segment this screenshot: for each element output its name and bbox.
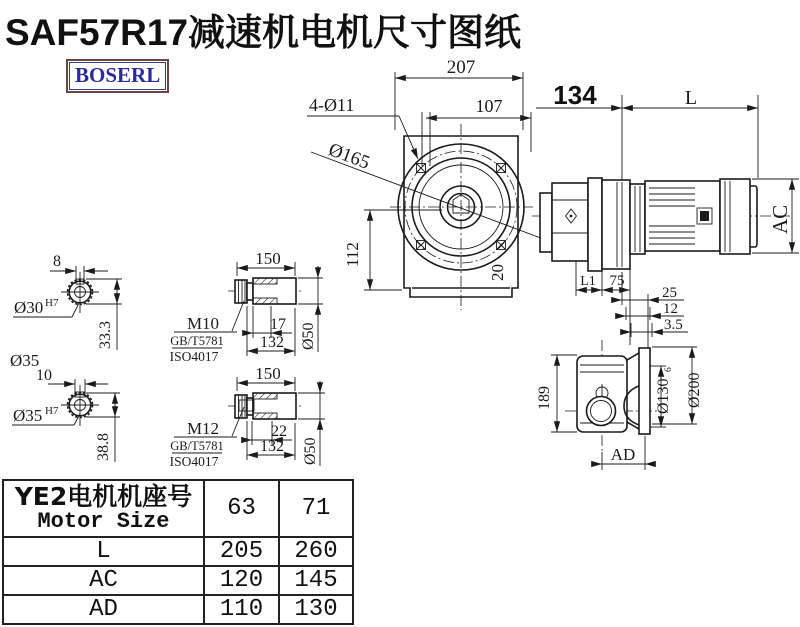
- bore-tolerance-2: H7: [45, 405, 59, 417]
- shaft-section-2: [12, 367, 120, 462]
- key-depth-1: 33.3: [97, 321, 114, 349]
- thread-size-bottom: M12: [186, 419, 220, 438]
- header-cn: YE2电机机座号: [14, 481, 193, 511]
- bore-dia-1: Ø30: [14, 298, 44, 317]
- dim-189: 189: [536, 386, 553, 410]
- size-63: 63: [204, 480, 279, 537]
- brand-logo-text: BOSERL: [69, 62, 166, 90]
- dim-20: 20: [488, 264, 507, 281]
- shaft-view-bottom: [170, 364, 325, 469]
- keyway-width-1: 8: [53, 253, 61, 270]
- dim-134: 134: [553, 80, 597, 110]
- table-row: [3, 566, 353, 595]
- dim-12: 12: [663, 301, 678, 317]
- value-AD-63: 110: [204, 595, 279, 624]
- dia-130-tolerance: 6: [664, 367, 674, 372]
- dim-207: 207: [446, 57, 476, 78]
- table-row: [3, 537, 353, 566]
- shaft-length-bottom: 150: [255, 364, 281, 383]
- dim-112: 112: [343, 242, 362, 267]
- dim-107: 107: [475, 96, 503, 116]
- dim-AD: AD: [610, 445, 636, 464]
- shaft-dia-bottom: Ø50: [302, 437, 319, 465]
- header-motor-size: [3, 480, 204, 537]
- thread-size-top: M10: [186, 314, 220, 333]
- row-label-AD: AD: [3, 595, 204, 624]
- keyway-width-2: 10: [36, 367, 52, 384]
- front-view: [307, 57, 546, 310]
- shaft-length-top: 150: [255, 249, 281, 268]
- value-L-63: 205: [204, 537, 279, 566]
- dim-AC: AC: [768, 204, 792, 234]
- standard-2-top: ISO4017: [169, 349, 219, 364]
- bore-tolerance-1: H7: [45, 297, 59, 309]
- table-row: [3, 595, 353, 624]
- dia-165-label: Ø165: [325, 139, 373, 174]
- shaft-view-top: [170, 249, 323, 364]
- standard-1-bottom: GB/T5781: [170, 439, 224, 453]
- thread-len-bottom: 22: [271, 423, 287, 440]
- row-label-L: L: [3, 537, 204, 566]
- shaft-dia-top: Ø50: [300, 322, 317, 350]
- key-depth-2: 38.8: [95, 433, 112, 461]
- motor-size-table: [2, 479, 354, 625]
- dim-L1: L1: [580, 274, 596, 289]
- value-L-71: 260: [279, 537, 353, 566]
- dim-25: 25: [662, 285, 677, 301]
- value-AD-71: 130: [279, 595, 353, 624]
- dim-3-5: 3.5: [664, 317, 683, 333]
- table-header-row: [3, 480, 353, 537]
- standard-2-bottom: ISO4017: [169, 454, 219, 469]
- dim-L: L: [684, 87, 698, 109]
- bolt-holes-label: 4-Ø11: [309, 95, 355, 115]
- header-en: Motor Size: [37, 509, 170, 535]
- dia-200: Ø200: [686, 372, 703, 408]
- dim-75: 75: [609, 273, 625, 289]
- standard-1-top: GB/T5781: [170, 334, 224, 348]
- thread-len-top: 17: [270, 316, 286, 333]
- page-title: SAF57R17减速机电机尺寸图纸: [5, 12, 522, 53]
- row-label-AC: AC: [3, 566, 204, 595]
- shaft-section-1: [10, 253, 122, 370]
- body-len-bottom: 132: [260, 438, 284, 455]
- value-AC-63: 120: [204, 566, 279, 595]
- flange-view: [536, 272, 703, 470]
- value-AC-71: 145: [279, 566, 353, 595]
- dia-130: Ø130: [655, 378, 672, 414]
- bore-dia-2: Ø35: [13, 406, 43, 425]
- size-71: 71: [279, 480, 353, 537]
- body-len-top: 132: [260, 334, 284, 351]
- outer-dia-1: Ø35: [10, 351, 40, 370]
